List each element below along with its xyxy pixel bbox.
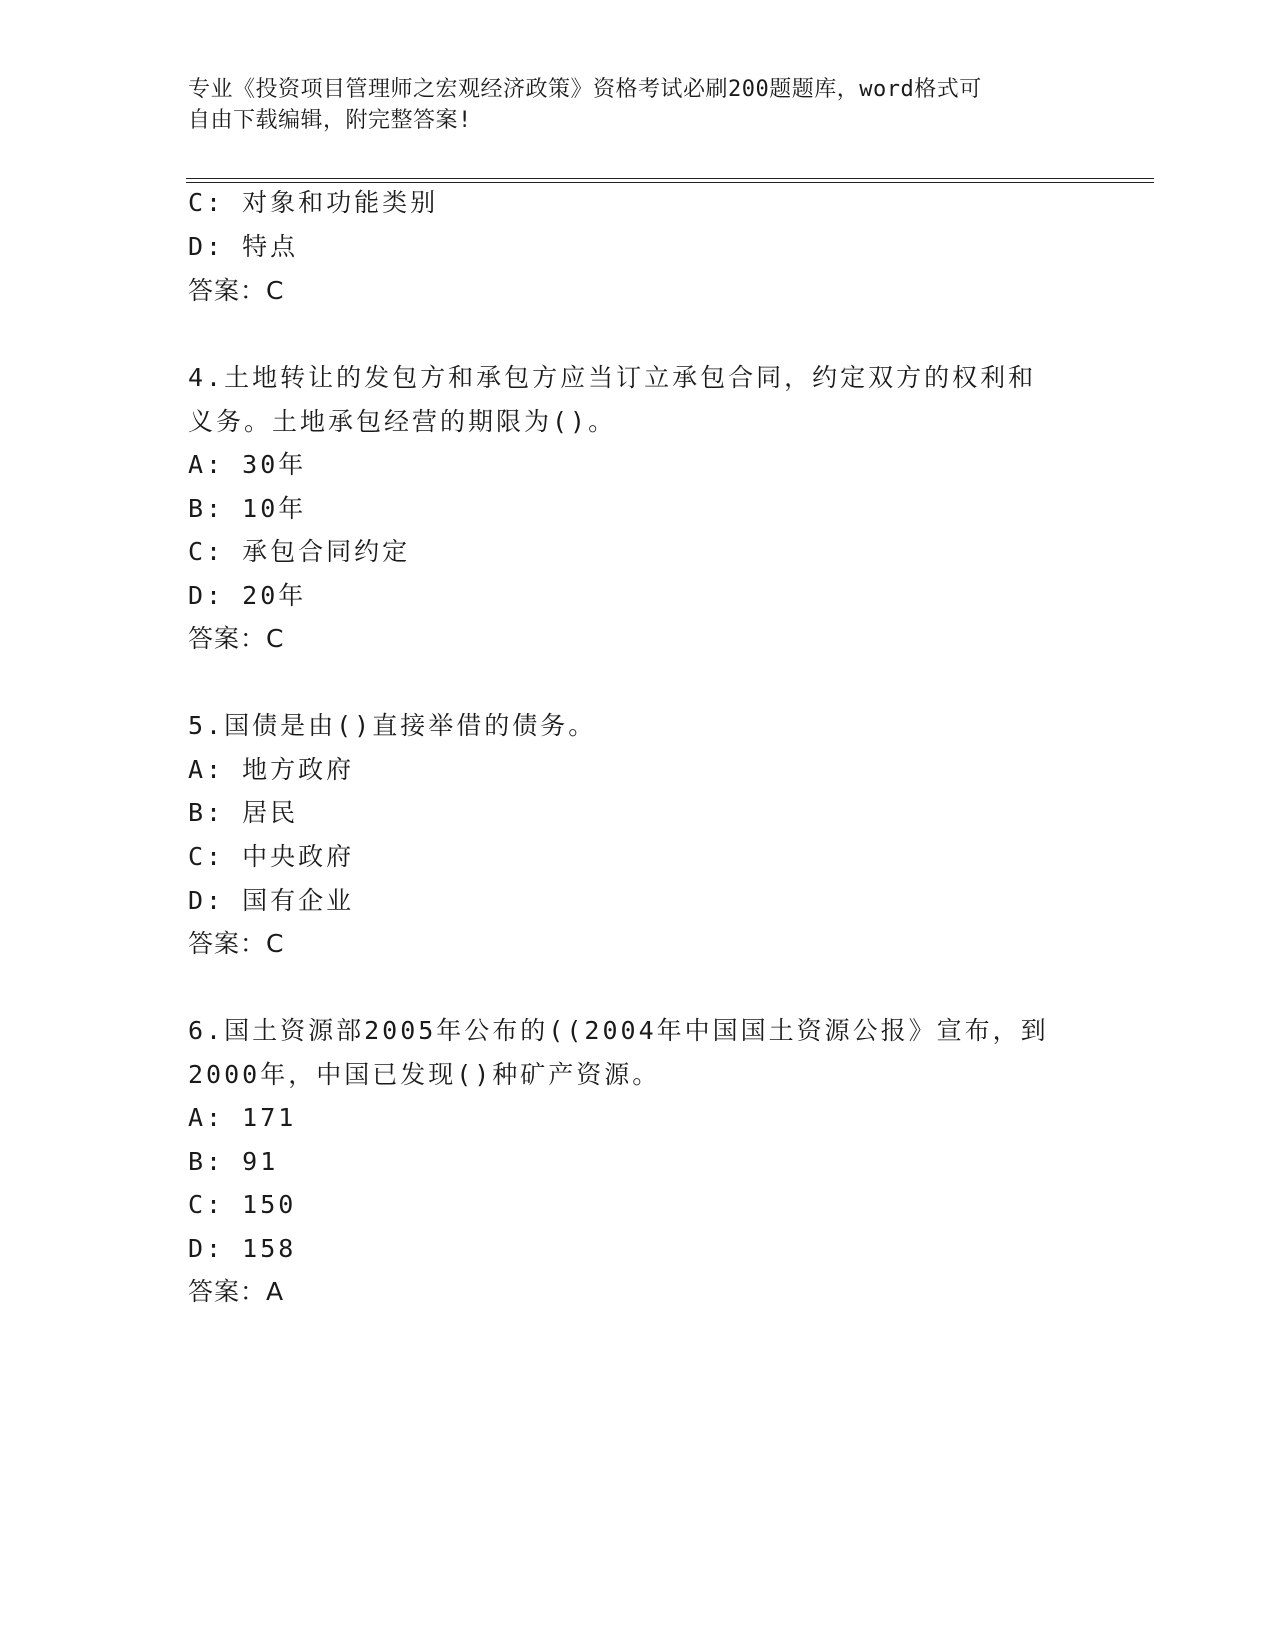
document-header — [188, 74, 1088, 136]
header-line-2: 自由下载编辑，附完整答案! — [188, 108, 472, 133]
option-c: C: 中央政府 — [188, 842, 355, 871]
option-d: D: 国有企业 — [188, 886, 355, 915]
option-a: A: 地方政府 — [188, 755, 355, 784]
option-b: B: 居民 — [188, 798, 299, 827]
option-d: D: 158 — [188, 1234, 297, 1263]
answer-line: 答案：C — [188, 624, 285, 653]
option-c: C: 对象和功能类别 — [188, 188, 439, 217]
option-c: C: 承包合同约定 — [188, 537, 411, 566]
question-stem-line: 义务。土地承包经营的期限为()。 — [188, 407, 617, 436]
option-b: B: 91 — [188, 1147, 279, 1176]
option-a: A: 30年 — [188, 450, 307, 479]
answer-line: 答案：A — [188, 1277, 285, 1306]
answer-line: 答案：C — [188, 276, 285, 305]
option-c: C: 150 — [188, 1190, 297, 1219]
option-b: B: 10年 — [188, 494, 307, 523]
header-divider-bottom — [186, 182, 1154, 183]
question-stem-line: 2000年，中国已发现()种矿产资源。 — [188, 1060, 661, 1089]
option-a: A: 171 — [188, 1103, 297, 1132]
question-stem-line: 4.土地转让的发包方和承包方应当订立承包合同，约定双方的权利和 — [188, 363, 1037, 392]
header-line-1: 专业《投资项目管理师之宏观经济政策》资格考试必刷200题题库，word格式可 — [188, 77, 982, 102]
question-stem-line: 5.国债是由()直接举借的债务。 — [188, 711, 597, 740]
answer-line: 答案：C — [188, 929, 285, 958]
header-divider-top — [186, 178, 1154, 179]
option-d: D: 特点 — [188, 232, 299, 261]
question-stem-line: 6.国土资源部2005年公布的((2004年中国国土资源公报》宣布，到 — [188, 1016, 1049, 1045]
option-d: D: 20年 — [188, 581, 307, 610]
